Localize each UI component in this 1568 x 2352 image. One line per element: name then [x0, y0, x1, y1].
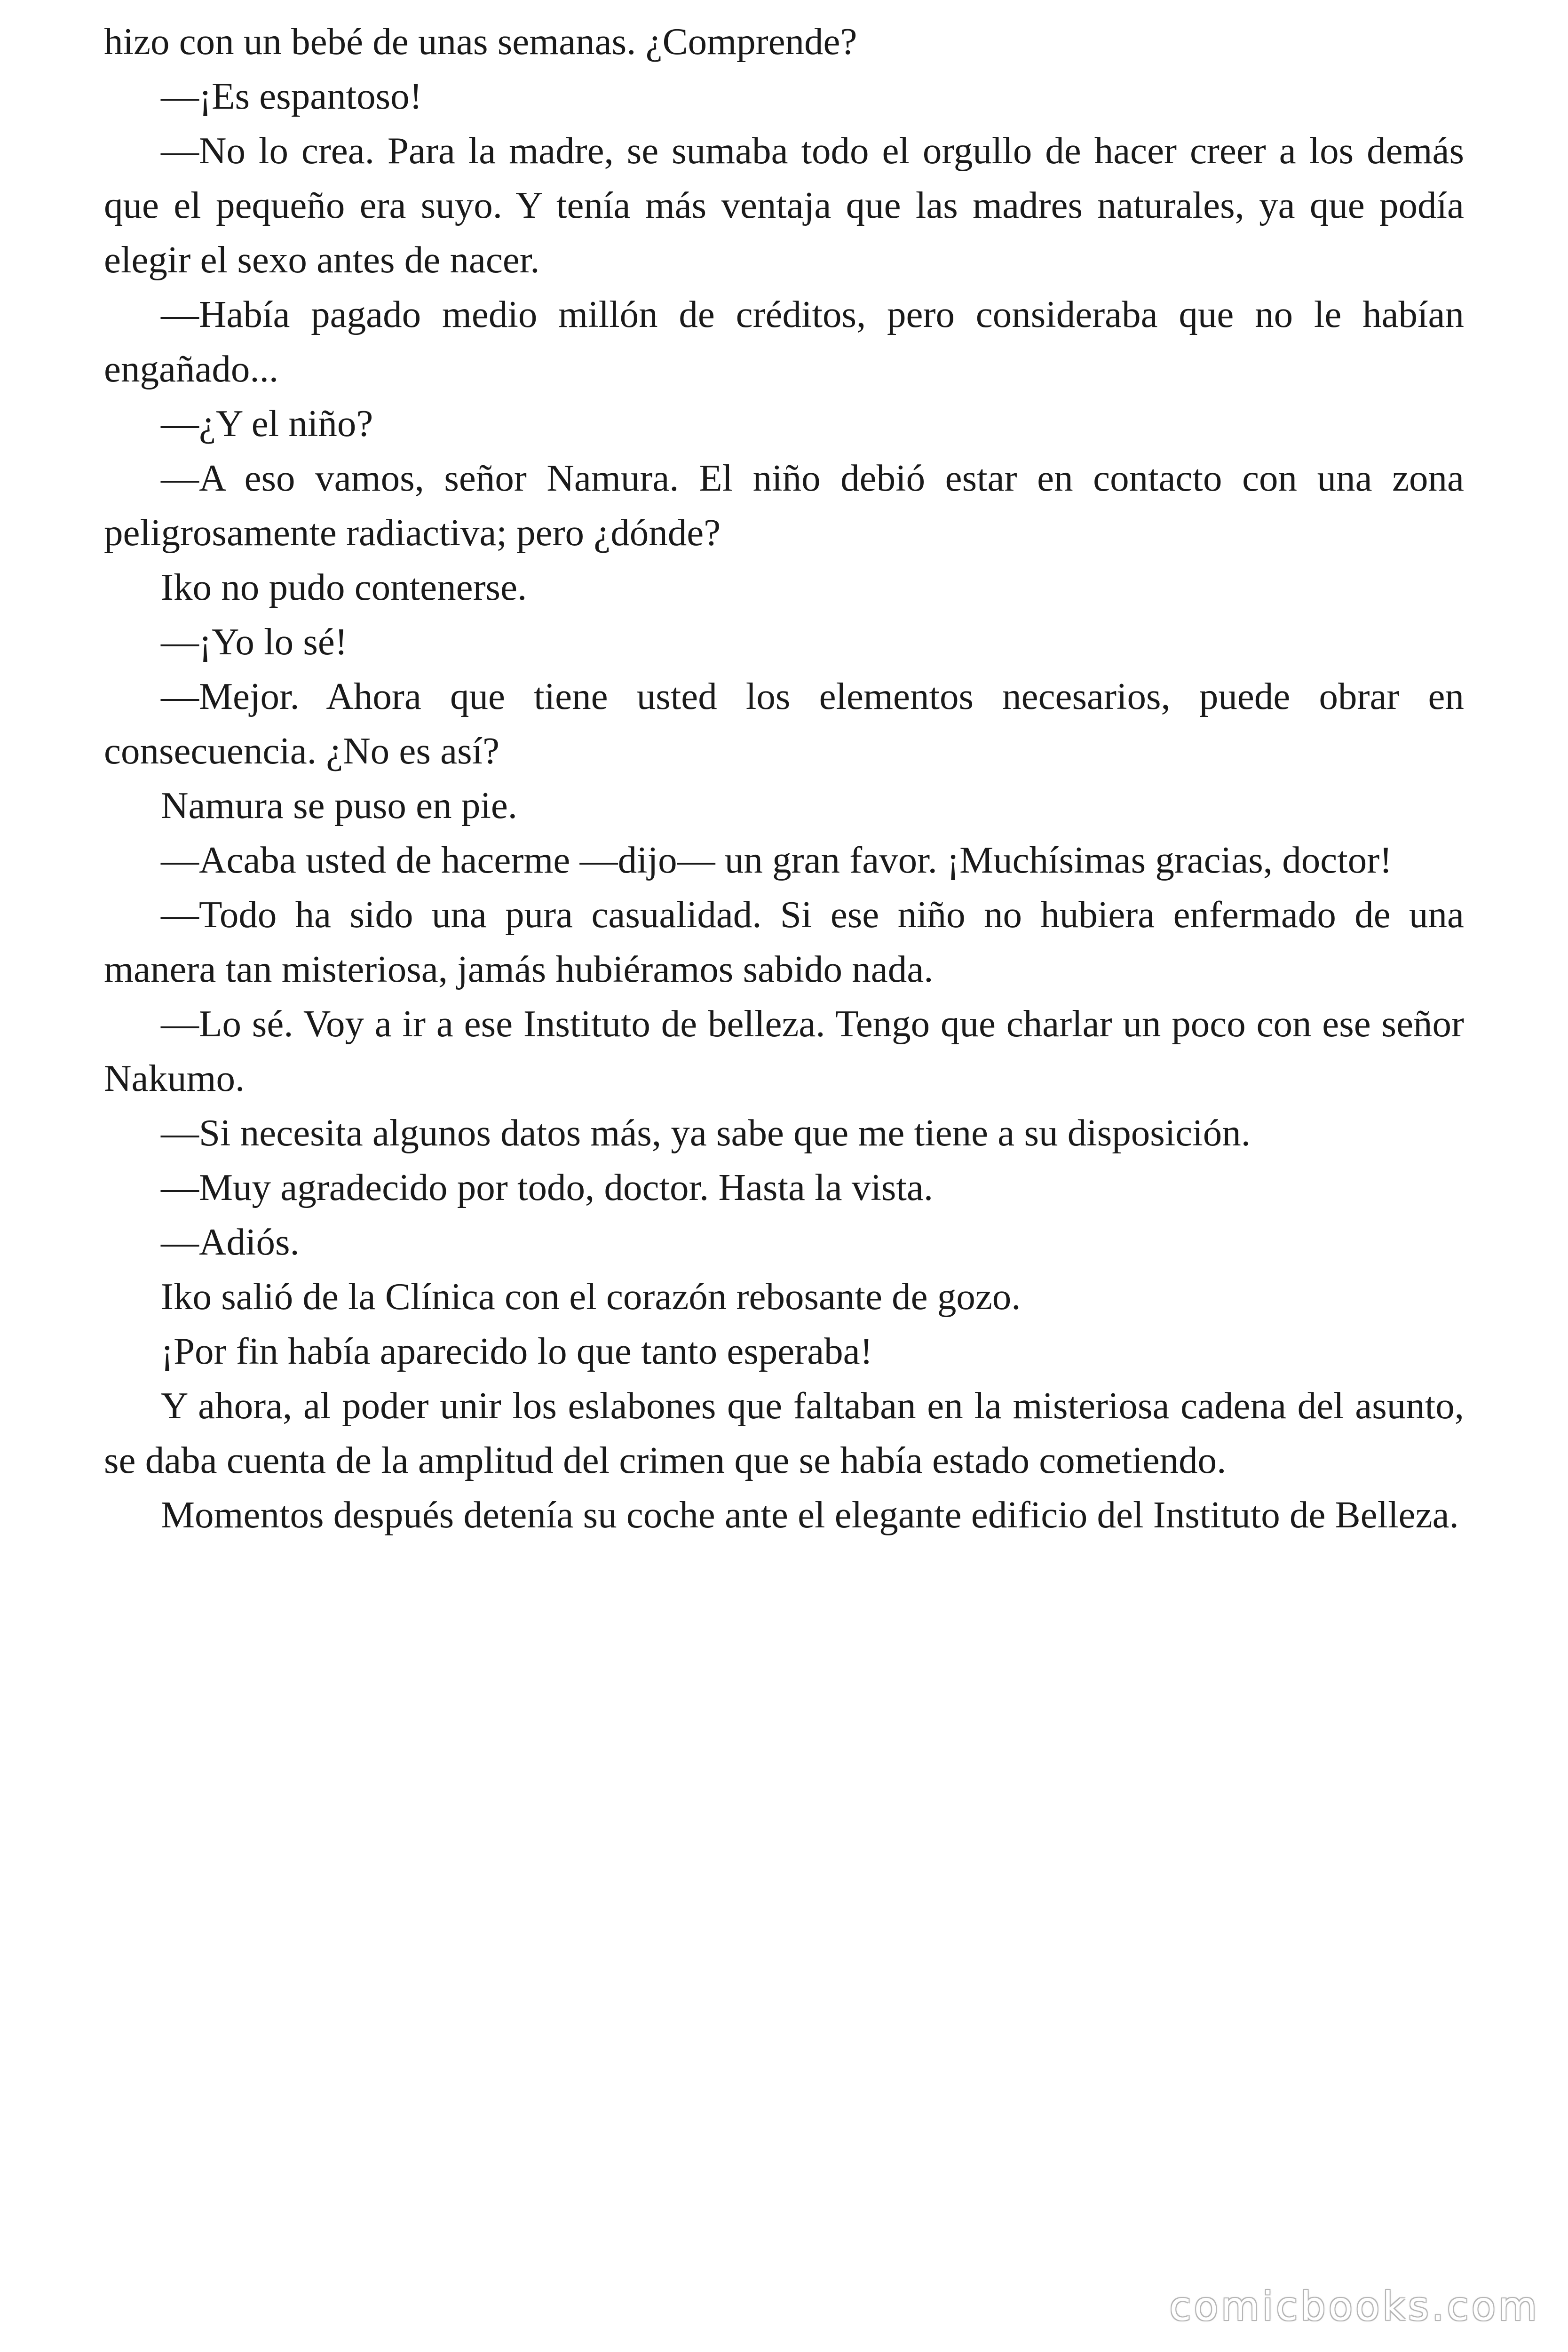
paragraph-13: —Lo sé. Voy a ir a ese Instituto de belleza. Tengo que charlar un poco con ese señor Nakumo. [104, 1002, 1464, 1099]
paragraph-10: Namura se puso en pie. [161, 784, 518, 826]
paragraph-20: Momentos después detenía su coche ante el elegante edificio del Instituto de Belleza. [161, 1494, 1459, 1536]
paragraph-15: —Muy agradecido por todo, doctor. Hasta la vista. [161, 1166, 934, 1208]
paragraph-1: hizo con un bebé de unas semanas. ¿Comprende? [104, 20, 857, 63]
paragraph-16: —Adiós. [161, 1221, 300, 1263]
paragraph-7: Iko no pudo contenerse. [161, 566, 527, 608]
paragraph-14: —Si necesita algunos datos más, ya sabe que me tiene a su disposición. [161, 1112, 1251, 1154]
paragraph-6: —A eso vamos, señor Namura. El niño debió estar en contacto con una zona peligrosamente radiactiva; pero ¿dónde? [104, 457, 1464, 554]
paragraph-3: —No lo crea. Para la madre, se sumaba todo el orgullo de hacer creer a los demás que el pequeño era suyo. Y tenía más ventaja que las madres naturales, ya que podía elegir el sexo antes de nacer. [104, 129, 1464, 281]
paragraph-17: Iko salió de la Clínica con el corazón rebosante de gozo. [161, 1275, 1021, 1318]
paragraph-18: ¡Por fin había aparecido lo que tanto esperaba! [161, 1330, 873, 1372]
paragraph-8: —¡Yo lo sé! [161, 620, 348, 663]
paragraph-12: —Todo ha sido una pura casualidad. Si ese niño no hubiera enfermado de una manera tan misteriosa, jamás hubiéramos sabido nada. [104, 893, 1464, 990]
site-watermark: comicbooks.com [1169, 2283, 1540, 2329]
page-body-text [104, 14, 1464, 1542]
paragraph-11: —Acaba usted de hacerme —dijo— un gran favor. ¡Muchísimas gracias, doctor! [161, 839, 1393, 881]
paragraph-9: —Mejor. Ahora que tiene usted los elementos necesarios, puede obrar en consecuencia. ¿No es así? [104, 675, 1464, 772]
paragraph-5: —¿Y el niño? [161, 402, 373, 445]
paragraph-4: —Había pagado medio millón de créditos, pero consideraba que no le habían engañado... [104, 293, 1464, 390]
paragraph-19: Y ahora, al poder unir los eslabones que faltaban en la misteriosa cadena del asunto, se daba cuenta de la amplitud del crimen que se había estado cometiendo. [104, 1384, 1464, 1481]
paragraph-2: —¡Es espantoso! [161, 75, 422, 117]
